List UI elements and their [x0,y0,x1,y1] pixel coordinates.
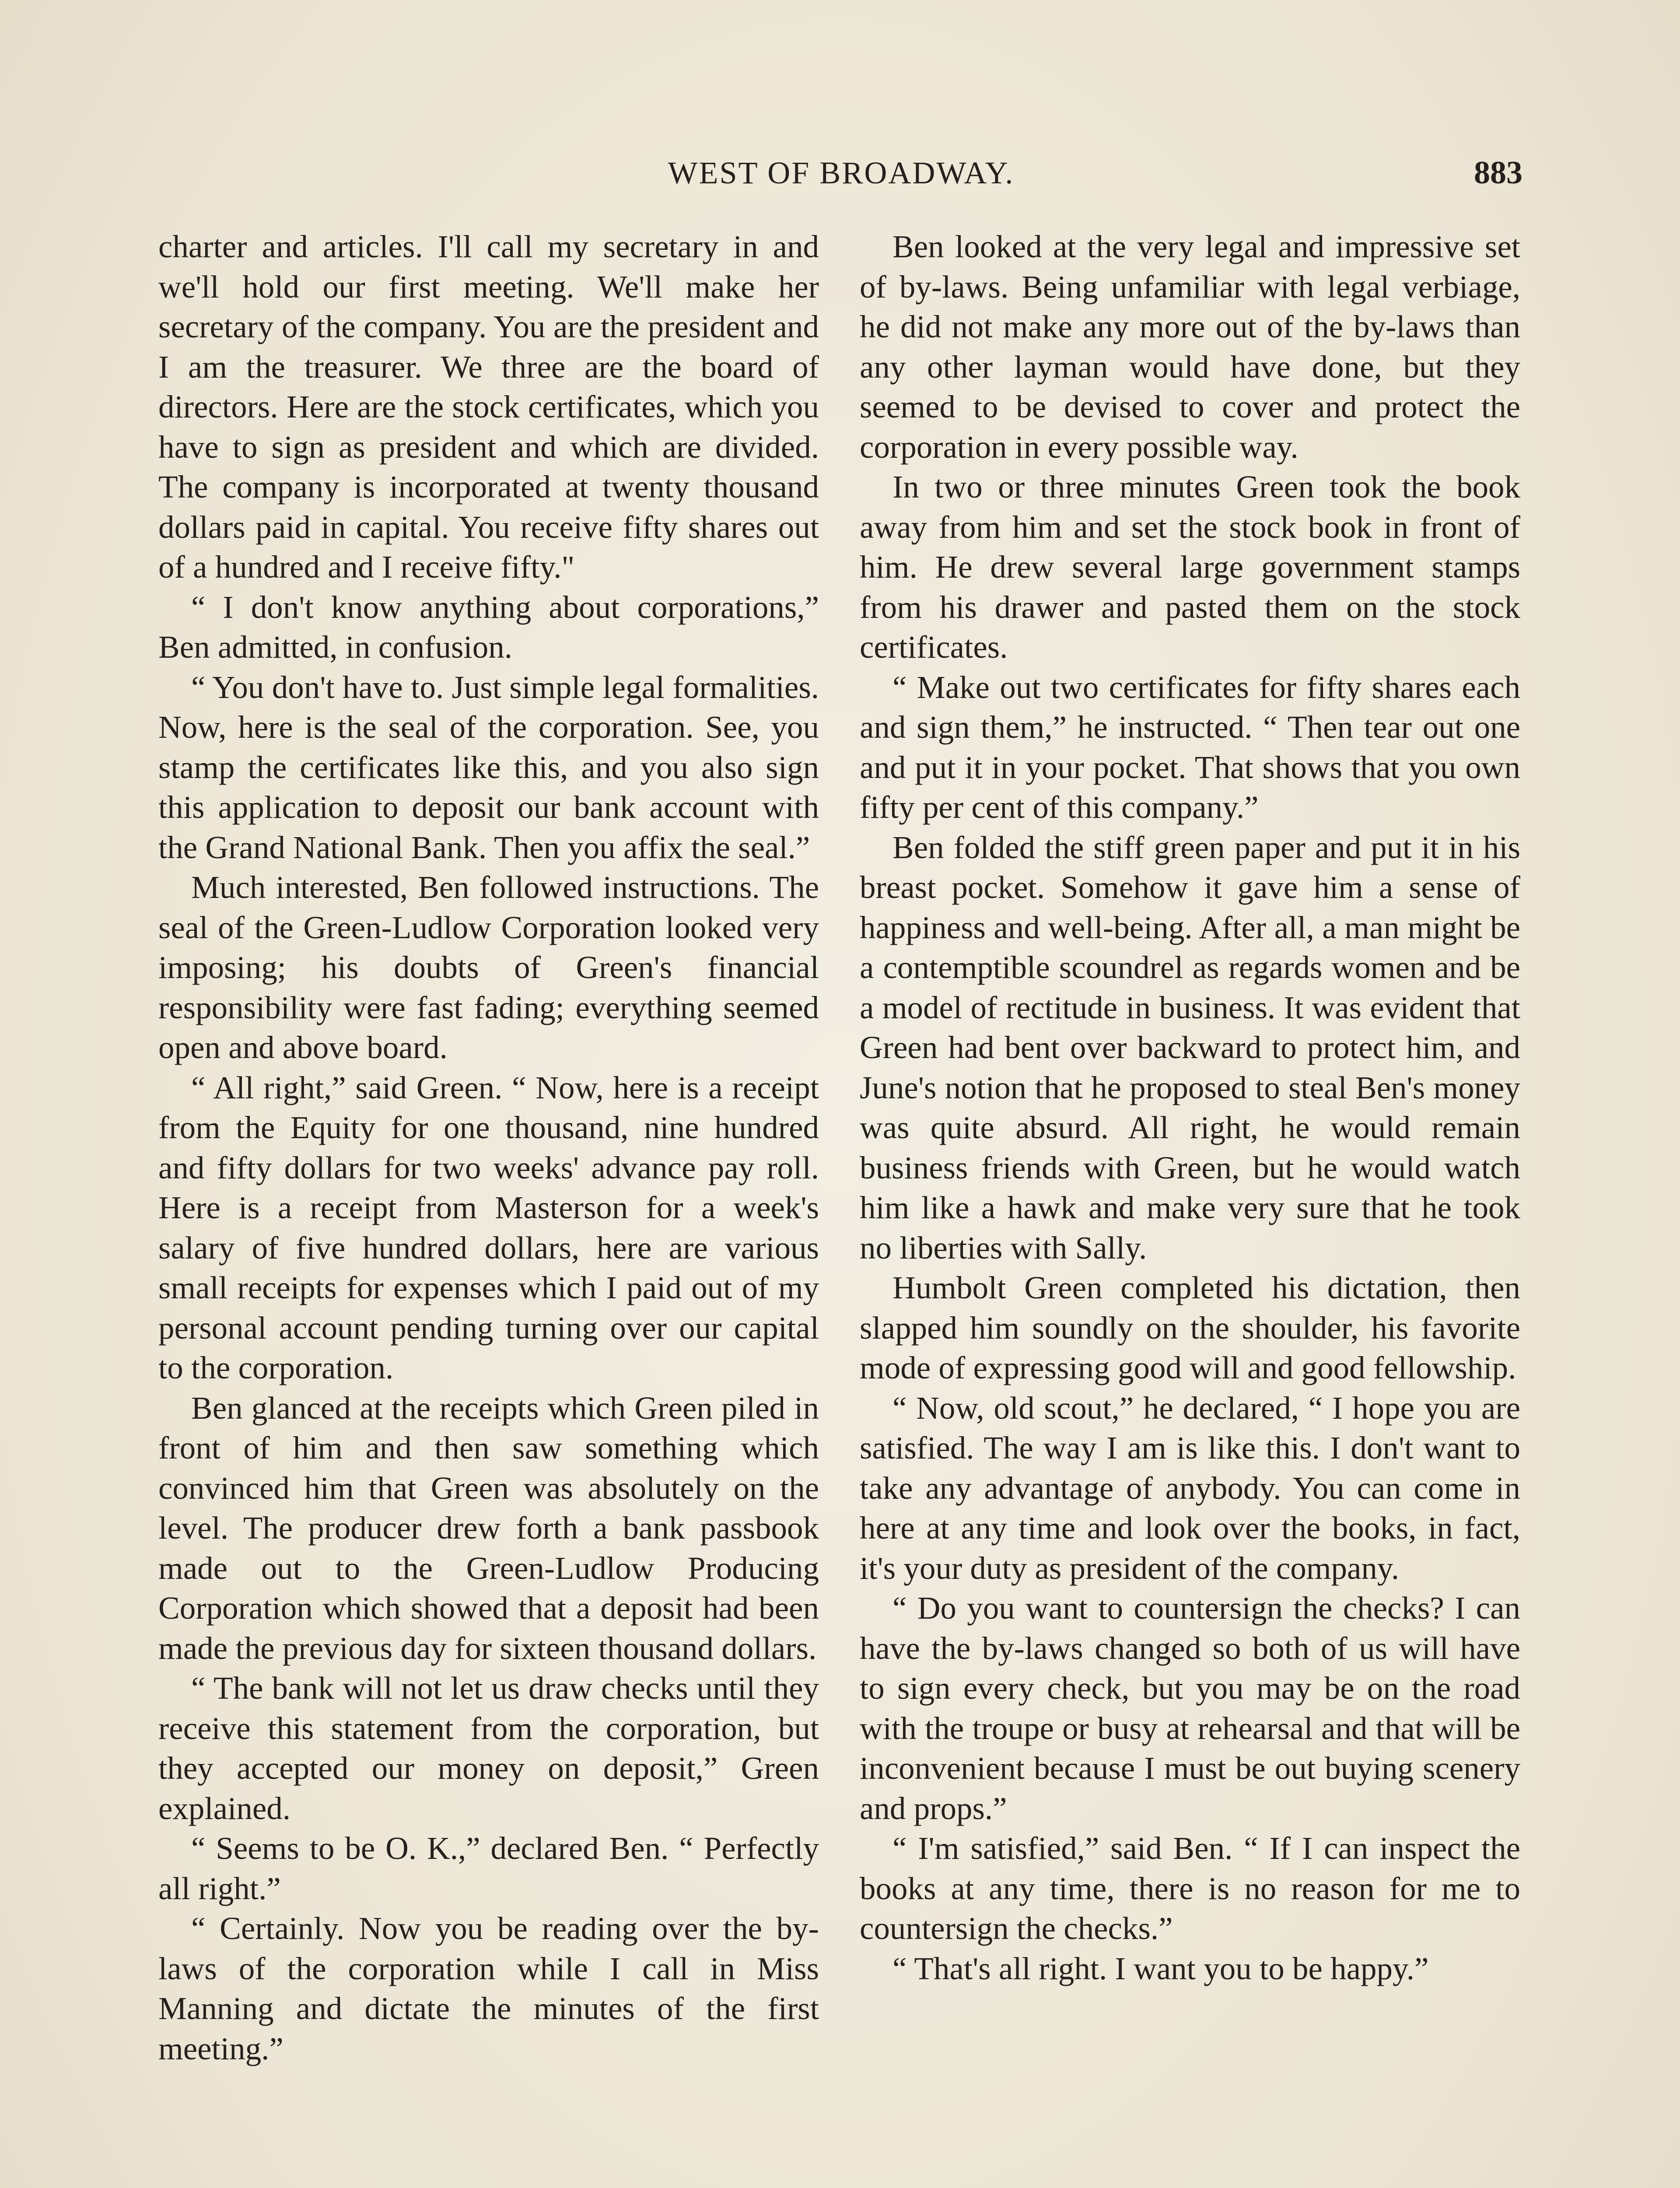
left-column [158,227,819,2069]
paragraph: “ All right,” said Green. “ Now, here is a receipt from the Equity for one thousand, nine hundred and fifty dollars for two weeks' advance pay roll. Here is a receipt from Masterson for a week's salary of five hundred dollars, here are various small receipts for expenses which I paid out of my personal account pending turning over our capital to the corporation. [158,1069,819,1385]
paragraph: Humbolt Green completed his dictation, then slapped him soundly on the shoulder, his favorite mode of expressing good will and good fellowship. [860,1270,1520,1385]
paragraph: In two or three minutes Green took the book away from him and set the stock book in front of him. He drew several large government stamps from his drawer and pasted them on the stock certificates. [860,469,1520,665]
paragraph: “ You don't have to. Just simple legal formalities. Now, here is the seal of the corporation. See, you stamp the certificates like this, and you also sign this application to deposit our bank account with the Grand National Bank. Then you affix the seal.” [158,669,819,865]
paragraph: Ben glanced at the receipts which Green piled in front of him and then saw something which convinced him that Green was absolutely on the level. The producer drew forth a bank passbook made out to the Green-Ludlow Producing Corporation which showed that a deposit had been made the previous day for sixteen thousand dollars. [158,1390,819,1666]
paragraph: “ Certainly. Now you be reading over the by-laws of the corporation while I call in Miss Manning and dictate the minutes of the first meeting.” [158,1911,819,2066]
page-number: 883 [1474,155,1522,191]
paragraph: “ Do you want to countersign the checks? I can have the by-laws changed so both of us will have to sign every check, but you may be on the road with the troupe or busy at rehearsal and that will be inconvenient because I must be out buying scenery and props.” [860,1590,1520,1826]
paragraph: “ The bank will not let us draw checks until they receive this statement from the corporation, but they accepted our money on deposit,” Green explained. [158,1670,819,1826]
paragraph: charter and articles. I'll call my secretary in and we'll hold our first meeting. We'll make her secretary of the company. You are the president and I am the treasurer. We three are the board of directors. Here are the stock certificates, which you have to sign as president and which are divided. The company is incorporated at twenty thousand dollars paid in capital. You receive fifty shares out of a hundred and I receive fifty." [158,229,819,585]
paragraph: “ Now, old scout,” he declared, “ I hope you are satisfied. The way I am is like this. I don't want to take any advantage of anybody. You can come in here at any time and look over the books, in fact, it's your duty as president of the company. [860,1390,1520,1586]
paragraph: “ Seems to be O. K.,” declared Ben. “ Perfectly all right.” [158,1830,819,1906]
right-column [860,227,1520,1988]
paragraph: Ben looked at the very legal and impressive set of by-laws. Being unfamiliar with legal verbiage, he did not make any more out of the by-laws than any other layman would have done, but they seemed to be devised to cover and protect the corporation in every possible way. [860,229,1520,465]
paragraph: “ I'm satisfied,” said Ben. “ If I can inspect the books at any time, there is no reason for me to countersign the checks.” [860,1830,1520,1946]
page-header [160,149,1522,197]
paragraph: Much interested, Ben followed instructions. The seal of the Green-Ludlow Corporation looked very imposing; his doubts of Green's financial responsibility were fast fading; everything seemed open and above board. [158,870,819,1065]
paragraph: “ Make out two certificates for fifty shares each and sign them,” he instructed. “ Then tear out one and put it in your pocket. That shows that you own fifty per cent of this company.” [860,669,1520,825]
paragraph: “ I don't know anything about corporations,” Ben admitted, in confusion. [158,589,819,665]
paragraph: “ That's all right. I want you to be happy.” [892,1950,1429,1986]
running-title: WEST OF BROADWAY. [668,155,1015,190]
paragraph: Ben folded the stiff green paper and put it in his breast pocket. Somehow it gave him a sense of happiness and well-being. After all, a man might be a contemptible scoundrel as regards women and be a model of rectitude in business. It was evident that Green had bent over backward to protect him, and June's notion that he proposed to steal Ben's money was quite absurd. All right, he would remain business friends with Green, but he would watch him like a hawk and make very sure that he took no liberties with Sally. [860,829,1520,1266]
